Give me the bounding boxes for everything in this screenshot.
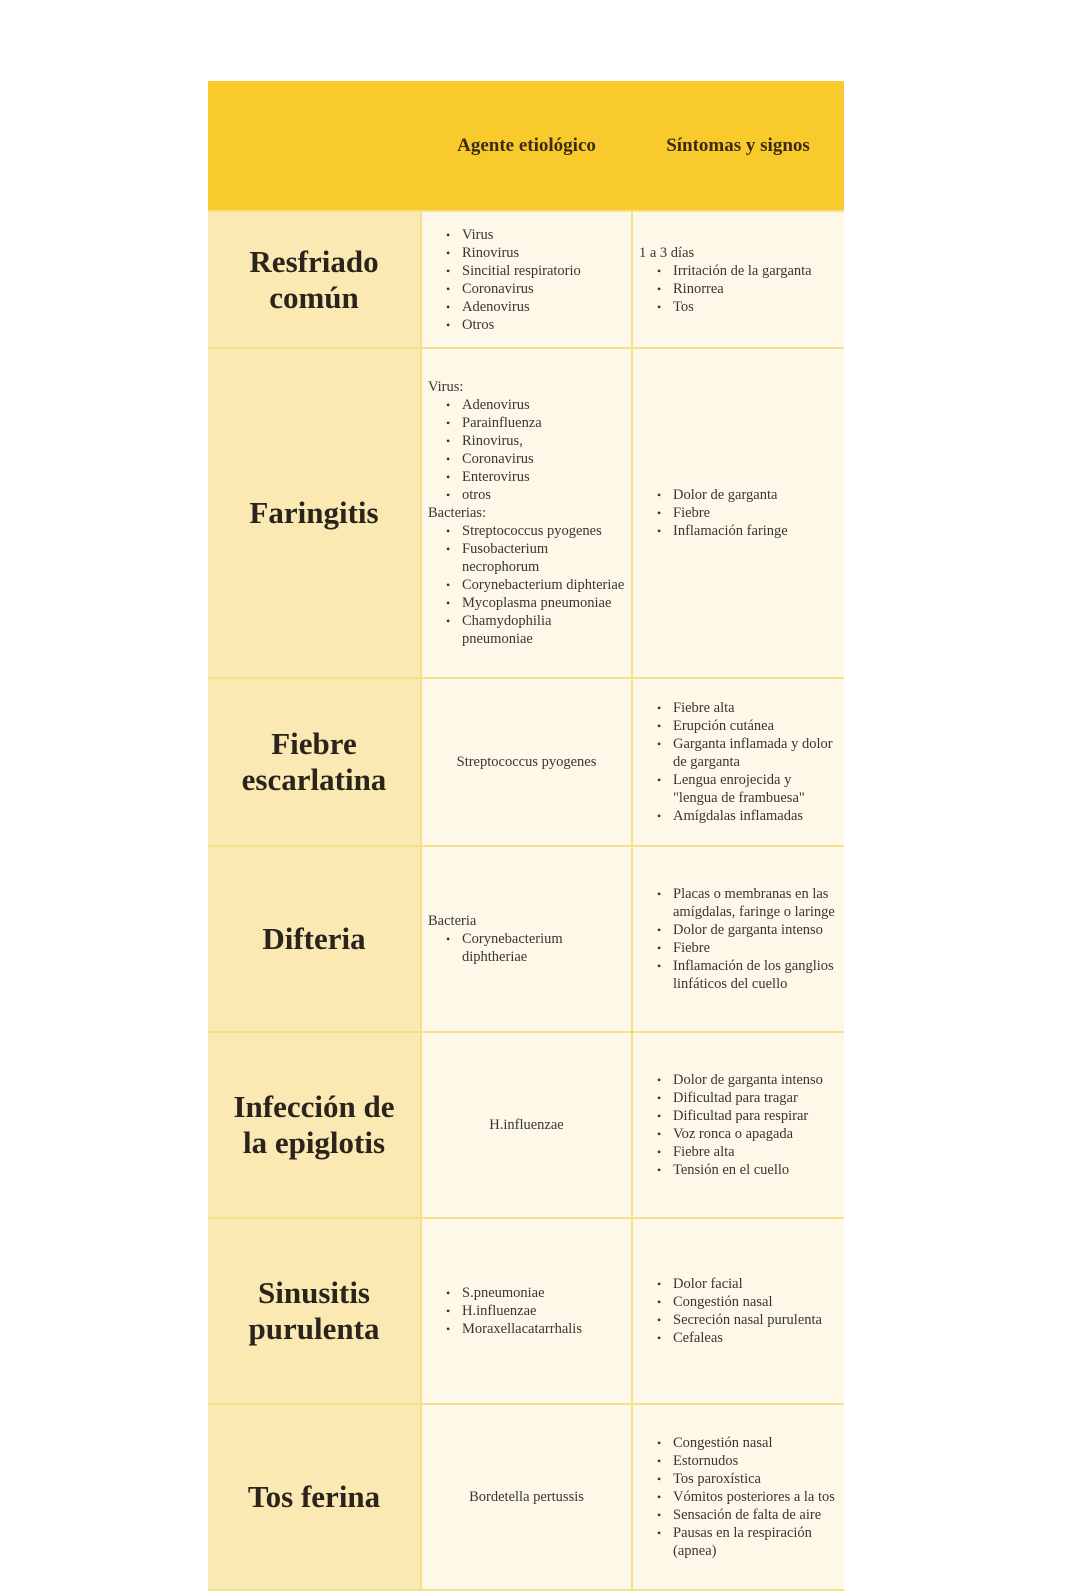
table-row [208,678,844,846]
list-item: • Streptococcus pyogenes [462,522,625,540]
respiratory-infections-table [208,81,844,1591]
list-item: • S.pneumoniae [462,1284,625,1302]
list-item: • Vómitos posteriores a la tos [673,1488,838,1506]
symptoms-list [639,1275,838,1347]
list-item: • Corynebacterium diphtheriae [462,930,625,966]
list-item: • Inflamación de los ganglios linfáticos del cuello [673,957,838,993]
list-item: • Enterovirus [462,468,625,486]
list-item: • Dolor de garganta intenso [673,1071,838,1089]
symptoms-cell [632,348,844,678]
list-item: • Dolor de garganta [673,486,838,504]
list-item: • Moraxellacatarrhalis [462,1320,625,1338]
disease-name: Tos ferina [208,1404,421,1590]
list-item: • Fiebre alta [673,1143,838,1161]
header-empty [208,81,421,211]
agent-cell: Streptococcus pyogenes [421,678,632,846]
list-item: • Dolor facial [673,1275,838,1293]
table-row [208,1404,844,1590]
list-item: • Congestión nasal [673,1434,838,1452]
list-item: • Sensación de falta de aire [673,1506,838,1524]
header-agent: Agente etiológico [421,81,632,211]
symptoms-list [639,262,838,316]
table-row [208,348,844,678]
list-item: • Coronavirus [462,450,625,468]
list-item: • otros [462,486,625,504]
list-item: • Lengua enrojecida y "lengua de frambuesa" [673,771,838,807]
list-item: • Voz ronca o apagada [673,1125,838,1143]
disease-name: Resfriado común [208,211,421,348]
agent-cell [421,211,632,348]
list-item: • Dificultad para tragar [673,1089,838,1107]
list-item: • Mycoplasma pneumoniae [462,594,625,612]
symptoms-list [639,699,838,825]
symptoms-list [639,486,838,540]
symptoms-list [639,1434,838,1560]
symptoms-cell [632,1404,844,1590]
list-item: • Sincitial respiratorio [462,262,625,280]
table-row [208,1218,844,1404]
disease-name: Infección de la epiglotis [208,1032,421,1218]
list-item: • Rinovirus [462,244,625,262]
symptoms-list [639,885,838,993]
list-item: • Tos paroxística [673,1470,838,1488]
list-item: • Chamydophilia pneumoniae [462,612,625,648]
list-item: • Placas o membranas en las amígdalas, faringe o laringe [673,885,838,921]
list-item: • Estornudos [673,1452,838,1470]
list-item: • Congestión nasal [673,1293,838,1311]
agent-cell: H.influenzae [421,1032,632,1218]
agent-cell [421,1218,632,1404]
disease-name: Fiebre escarlatina [208,678,421,846]
disease-name: Difteria [208,846,421,1032]
list-item: • Fiebre [673,504,838,522]
list-item: • Tos [673,298,838,316]
list-item: • Dolor de garganta intenso [673,921,838,939]
symptoms-cell [632,846,844,1032]
virus-list [428,396,625,504]
symptoms-list [639,1071,838,1179]
table-header-row [208,81,844,211]
list-item: • Rinovirus, [462,432,625,450]
header-symptoms: Síntomas y signos [632,81,844,211]
list-item: • Erupción cutánea [673,717,838,735]
list-item: • Coronavirus [462,280,625,298]
agent-cell: Bordetella pertussis [421,1404,632,1590]
agent-list [428,226,625,334]
list-item: • H.influenzae [462,1302,625,1320]
list-item: • Pausas en la respiración (apnea) [673,1524,838,1560]
table-row [208,211,844,348]
list-item: • Parainfluenza [462,414,625,432]
symptoms-cell [632,678,844,846]
list-item: • Rinorrea [673,280,838,298]
virus-label: Virus: [428,379,464,395]
symptoms-cell [632,211,844,348]
symptoms-cell [632,1218,844,1404]
agent-list [428,1284,625,1338]
table-row [208,846,844,1032]
table-row [208,1032,844,1218]
list-item: • Cefaleas [673,1329,838,1347]
agent-cell [421,348,632,678]
list-item: • Fiebre alta [673,699,838,717]
list-item: • Adenovirus [462,298,625,316]
list-item: • Garganta inflamada y dolor de garganta [673,735,838,771]
symptoms-cell [632,1032,844,1218]
disease-name: Sinusitis purulenta [208,1218,421,1404]
list-item: • Corynebacterium diphteriae [462,576,625,594]
list-item: • Tensión en el cuello [673,1161,838,1179]
agent-list [428,930,625,966]
list-item: • Amígdalas inflamadas [673,807,838,825]
list-item: • Fusobacterium necrophorum [462,540,625,576]
agent-intro: Bacteria [428,913,477,929]
list-item: • Virus [462,226,625,244]
list-item: • Secreción nasal purulenta [673,1311,838,1329]
list-item: • Dificultad para respirar [673,1107,838,1125]
list-item: • Otros [462,316,625,334]
list-item: • Fiebre [673,939,838,957]
symptoms-intro: 1 a 3 días [639,244,695,261]
disease-name: Faringitis [208,348,421,678]
list-item: • Adenovirus [462,396,625,414]
bacteria-list [428,522,625,648]
list-item: • Irritación de la garganta [673,262,838,280]
list-item: • Inflamación faringe [673,522,838,540]
bacteria-label: Bacterias: [428,505,486,521]
agent-cell [421,846,632,1032]
